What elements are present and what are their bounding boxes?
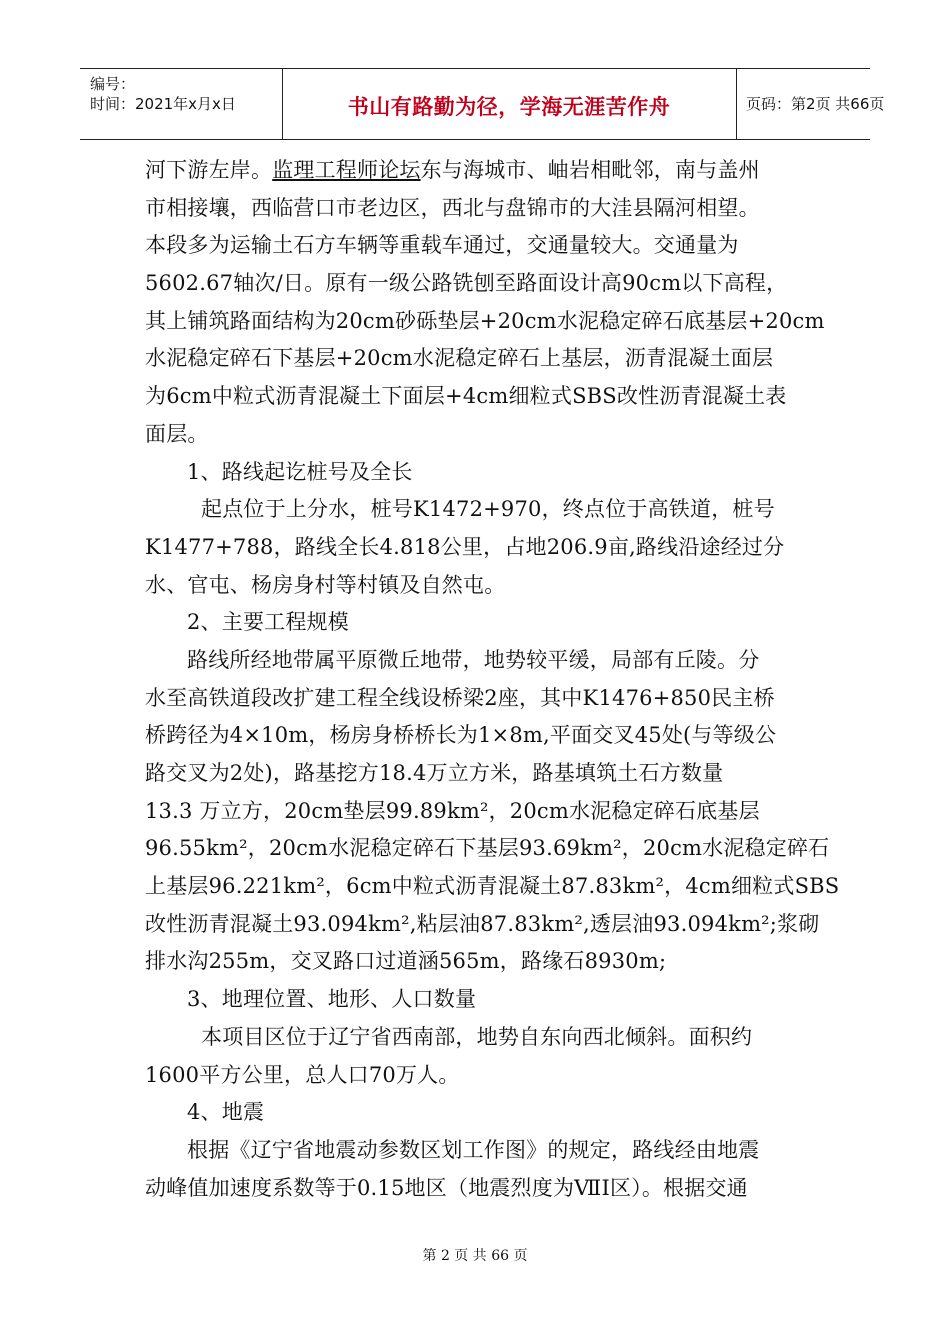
paragraph-line: 水泥稳定碎石下基层+20cm水泥稳定碎石上基层，沥青混凝土面层 [145,346,774,371]
paragraph-line: 排水沟255m，交叉路口过道涵565m，路缘石8930m; [145,949,667,974]
paragraph-line: 改性沥青混凝土93.094km²,粘层油87.83km²,透层油93.094km²;浆砌 [145,911,820,936]
motto-text: 书山有路勤为径，学海无涯苦作舟 [347,95,671,119]
section-heading: 4、地震 [187,1100,265,1125]
paragraph-line: 根据《辽宁省地震动参数区划工作图》的规定，路线经由地震 [187,1137,760,1162]
paragraph-line: 本项目区位于辽宁省西南部，地势自东向西北倾斜。面积约 [201,1024,753,1049]
paragraph-line: 路线所经地带属平原微丘地带，地势较平缓，局部有丘陵。分 [187,647,760,672]
paragraph-line: 上基层96.221km²，6cm中粒式沥青混凝土87.83km²，4cm细粒式SBS [145,874,840,899]
header-motto-cell [282,69,737,139]
paragraph-line: 起点位于上分水，桩号K1472+970，终点位于高铁道，桩号 [201,497,775,522]
page-header [80,68,885,140]
paragraph-line: K1477+788，路线全长4.818公里，占地206.9亩,路线沿途经过分 [145,534,785,559]
paragraph-line [145,152,815,190]
paragraph-line: 96.55km²，20cm水泥稳定碎石下基层93.69km²，20cm水泥稳定碎石 [145,836,830,861]
text-run: 东与海城市、岫岩相毗邻，南与盖州 [420,158,760,182]
paragraph-line: 面层。 [145,421,209,446]
forum-link[interactable]: 监理工程师论坛 [272,158,421,182]
code-label: 编号： [90,75,136,93]
header-page-cell [736,69,885,139]
paragraph-line: 动峰值加速度系数等于0.15地区（地震烈度为ⅦⅠ区）。根据交通 [145,1175,748,1200]
paragraph-line: 本段多为运输土石方车辆等重载车通过，交通量较大。交通量为 [145,233,739,258]
paragraph-line: 水、官屯、杨房身村等村镇及自然屯。 [145,572,506,597]
paragraph-line: 路交叉为2处)，路基挖方18.4万立方米，路基填筑土石方数量 [145,761,724,785]
header-info-cell [80,69,283,139]
paragraph-line: 5602.67轴次/日。原有一级公路铣刨至路面设计高90cm以下高程， [145,271,788,296]
paragraph-line: 桥跨径为4×10m，杨房身桥桥长为1×8m,平面交叉45处(与等级公 [145,723,777,748]
section-heading: 2、主要工程规模 [187,610,349,635]
paragraph-line: 其上铺筑路面结构为20cm砂砾垫层+20cm水泥稳定碎石底基层+20cm [145,308,825,333]
paragraph-line: 13.3 万立方，20cm垫层99.89km²，20cm水泥稳定碎石底基层 [145,798,760,823]
paragraph-line: 水至高铁道段改扩建工程全线设桥梁2座，其中K1476+850民主桥 [145,685,775,710]
page-footer: 第 2 页 共 66 页 [422,1248,528,1264]
page-info: 页码：第2页 共66页 [746,95,885,113]
text-run: 河下游左岸。 [145,158,273,182]
document-body [145,152,840,1207]
paragraph-line: 市相接壤，西临营口市老边区，西北与盘锦市的大洼县隔河相望。 [145,195,760,220]
time-label: 时间：2021年x月x日 [90,95,236,113]
section-heading: 3、地理位置、地形、人口数量 [187,987,477,1012]
paragraph-line: 为6cm中粒式沥青混凝土下面层+4cm细粒式SBS改性沥青混凝土表 [145,384,787,409]
paragraph-line: 1600平方公里，总人口70万人。 [145,1062,460,1087]
section-heading: 1、路线起讫桩号及全长 [187,459,413,484]
